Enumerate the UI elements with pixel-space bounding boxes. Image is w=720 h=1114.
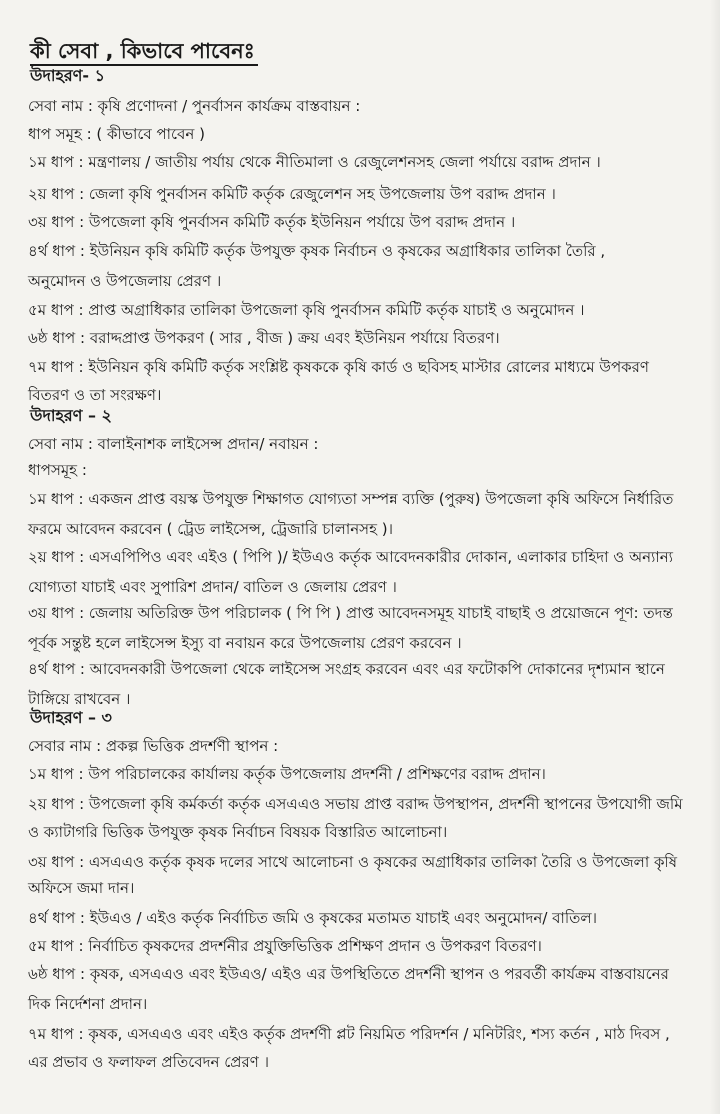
page-title: কী সেবা , কিভাবে পাবেনঃ (30, 39, 255, 63)
body-text-line: ৪র্থ ধাপ : ইউনিয়ন কৃষি কমিটি কর্তৃক উপযুক্ত কৃষক নির্বাচন ও কৃষকের অগ্রাধিকার তালিকা তৈরি , (28, 242, 606, 260)
body-text-line: যোগ্যতা যাচাই এবং সুপারিশ প্রদান/ বাতিল ও জেলায় প্রেরণ । (28, 578, 397, 596)
body-text-line: সেবা নাম : কৃষি প্রণোদনা / পুনর্বাসন কার্যক্রম বাস্তবায়ন : (28, 97, 361, 115)
body-text-line: ২য় ধাপ : এসএপিপিও এবং এইও ( পিপি )/ ইউএও কর্তৃক আবেদনকারীর দোকান, এলাকার চাহিদা ও অন্যান্য (28, 548, 674, 566)
body-text-line: ৩য় ধাপ : উপজেলা কৃষি পুনর্বাসন কমিটি কর্তৃক ইউনিয়ন পর্যায়ে উপ বরাদ্দ প্রদান । (28, 213, 516, 231)
body-text-line: ৭ম ধাপ : ইউনিয়ন কৃষি কমিটি কর্তৃক সংশ্লিষ্ট কৃষককে কৃষি কার্ড ও ছবিসহ মাস্টার রোলের মাধ্যমে উপকরণ (28, 358, 649, 376)
body-text-line: পূর্বক সন্তুষ্ট হলে লাইসেন্স ইস্যু বা নবায়ন করে উপজেলায় প্রেরণ করবেন । (28, 634, 462, 652)
body-text-line: দিক নির্দেশনা প্রদান। (28, 995, 148, 1013)
body-text-line: অফিসে জমা দান। (28, 879, 135, 897)
body-text-line: ৬ষ্ঠ ধাপ : বরাদ্দপ্রাপ্ত উপকরণ ( সার , বীজ ) ক্রয় এবং ইউনিয়ন পর্যায়ে বিতরণ। (28, 329, 500, 347)
example-heading: উদাহরণ- ১ (30, 66, 105, 85)
body-text-line: ৭ম ধাপ : কৃষক, এসএএও এবং এইও কর্তৃক প্রদর্শণী প্লট নিয়মিত পরিদর্শন / মনিটরিং, শস্য কর্তন , মাঠ দিবস , (28, 1025, 670, 1043)
body-text-line: ১ম ধাপ : একজন প্রাপ্ত বয়স্ক উপযুক্ত শিক্ষাগত যোগ্যতা সম্পন্ন ব্যক্তি (পুরুষ) উপজেলা কৃষি অফিসে নির্ধারিত (28, 490, 674, 508)
body-text-line: ধাপ সমূহ : ( কীভাবে পাবেন ) (28, 125, 205, 143)
body-text-line: বিতরণ ও তা সংরক্ষণ। (28, 386, 162, 404)
scan-edge-shadow (710, 0, 720, 1114)
example-heading: উদাহরণ – ২ (30, 406, 112, 425)
body-text-line: ১ম ধাপ : মন্ত্রণালয় / জাতীয় পর্যায় থেকে নীতিমালা ও রেজুলেশনসহ জেলা পর্যায়ে বরাদ্দ প্রদান । (28, 153, 601, 171)
body-text-line: ৪র্থ ধাপ : ইউএও / এইও কর্তৃক নির্বাচিত জমি ও কৃষকের মতামত যাচাই এবং অনুমোদন/ বাতিল। (28, 909, 597, 927)
body-text-line: ৫ম ধাপ : প্রাপ্ত অগ্রাধিকার তালিকা উপজেলা কৃষি পুনর্বাসন কমিটি কর্তৃক যাচাই ও অনুমোদন । (28, 301, 585, 319)
body-text-line: ৬ষ্ঠ ধাপ : কৃষক, এসএএও এবং ইউএও/ এইও এর উপস্থিতিতে প্রদর্শনী স্থাপন ও পরবর্তী কার্যক্রম বাস্তবায়নের (28, 965, 669, 983)
body-text-line: অনুমোদন ও উপজেলায় প্রেরণ । (28, 272, 222, 290)
body-text-line: ধাপসমূহ : (28, 461, 87, 479)
body-text-line: ফরমে আবেদন করবেন ( ট্রেড লাইসেন্স, ট্রেজারি চালানসহ )। (28, 520, 393, 538)
body-text-line: ৩য় ধাপ : এসএএও কর্তৃক কৃষক দলের সাথে আলোচনা ও কৃষকের অগ্রাধিকার তালিকা তৈরি ও উপজেলা কৃষি (28, 853, 677, 871)
example-heading: উদাহরণ – ৩ (30, 708, 112, 727)
body-text-line: সেবার নাম : প্রকল্প ভিত্তিক প্রদর্শণী স্থাপন : (28, 737, 279, 755)
body-text-line: ২য় ধাপ : জেলা কৃষি পুনর্বাসন কমিটি কর্তৃক রেজুলেশন সহ উপজেলায় উপ বরাদ্দ প্রদান । (28, 185, 556, 203)
body-text-line: সেবা নাম : বালাইনাশক লাইসেন্স প্রদান/ নবায়ন : (28, 435, 319, 453)
body-text-line: ৫ম ধাপ : নির্বাচিত কৃষকদের প্রদর্শনীর প্রযুক্তিভিত্তিক প্রশিক্ষণ প্রদান ও উপকরণ বিতরণ। (28, 937, 542, 955)
body-text-line: ২য় ধাপ : উপজেলা কৃষি কর্মকর্তা কর্তৃক এসএএও সভায় প্রাপ্ত বরাদ্দ উপস্থাপন, প্রদর্শনী স্থাপনের উপযোগী জমি (28, 795, 683, 813)
body-text-line: এর প্রভাব ও ফলাফল প্রতিবেদন প্রেরণ । (28, 1053, 269, 1071)
body-text-line: ১ম ধাপ : উপ পরিচালকের কার্যালয় কর্তৃক উপজেলায় প্রদর্শনী / প্রশিক্ষণের বরাদ্দ প্রদান। (28, 765, 546, 783)
body-text-line: ৩য় ধাপ : জেলায় অতিরিক্ত উপ পরিচালক ( পি পি ) প্রাপ্ত আবেদনসমূহ যাচাই বাছাই ও প্রয়োজনে পূণ: তদন্ত (28, 604, 673, 622)
body-text-line: ৪র্থ ধাপ : আবেদনকারী উপজেলা থেকে লাইসেন্স সংগ্রহ করবেন এবং এর ফটোকপি দোকানের দৃশ্যমান স্থানে (28, 660, 665, 678)
body-text-line: টাঙ্গিয়ে রাখবেন । (28, 690, 131, 708)
body-text-line: ও ক্যাটাগরি ভিত্তিক উপযুক্ত কৃষক নির্বাচন বিষয়ক বিস্তারিত আলোচনা। (28, 823, 448, 841)
